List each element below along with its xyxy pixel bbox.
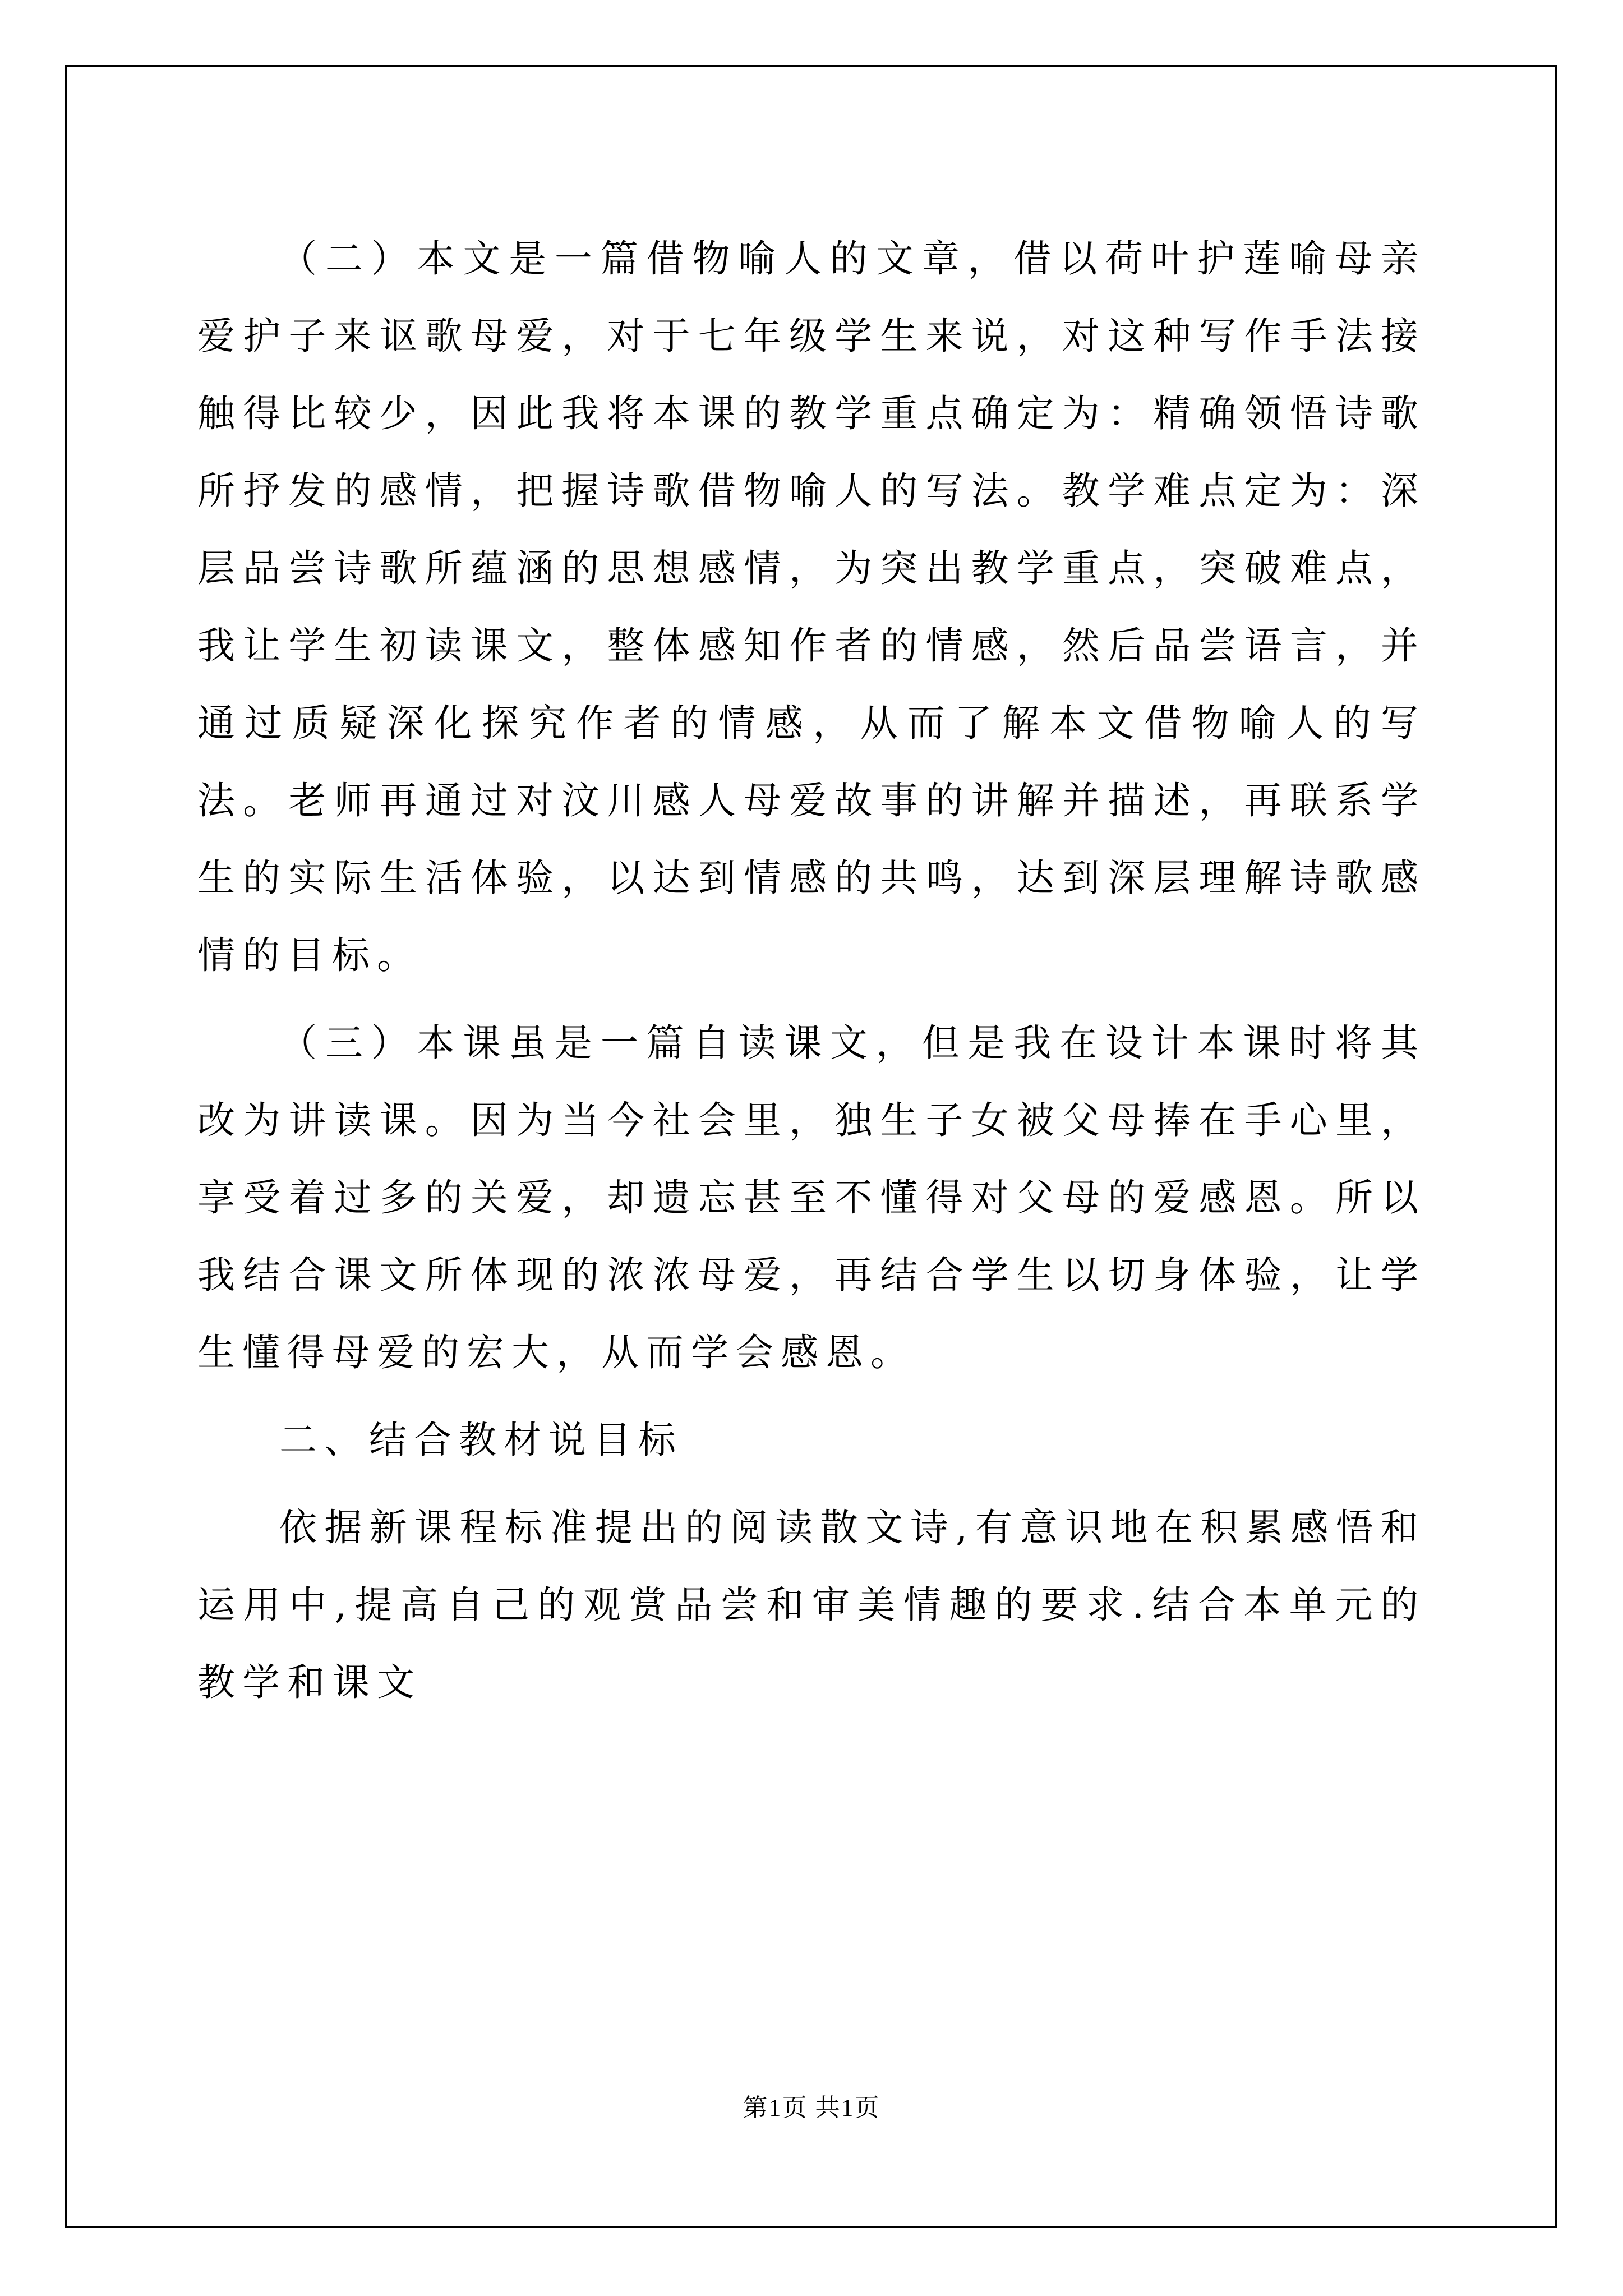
document-body <box>197 220 1426 1721</box>
page-footer: 第1页 共1页 <box>743 2094 880 2122</box>
section-heading: 二、结合教材说目标 <box>279 1418 683 1462</box>
paragraph-objectives: 依据新课程标准提出的阅读散文诗,有意识地在积累感悟和运用中,提高自己的观赏品尝和审美情趣的要求.结合本单元的教学和课文 <box>197 1506 1426 1704</box>
paragraph-three: （三）本课虽是一篇自读课文，但是我在设计本课时将其改为讲读课。因为当今社会里，独生子女被父母捧在手心里，享受着过多的关爱，却遗忘甚至不懂得对父母的爱感恩。所以我结合课文所体现的浓浓母爱，再结合学生以切身体验，让学生懂得母爱的宏大，从而学会感恩。 <box>197 1021 1426 1374</box>
paragraph-two: （二）本文是一篇借物喻人的文章，借以荷叶护莲喻母亲爱护子来讴歌母爱，对于七年级学生来说，对这种写作手法接触得比较少，因此我将本课的教学重点确定为：精确领悟诗歌所抒发的感情，把握诗歌借物喻人的写法。教学难点定为：深层品尝诗歌所蕴涵的思想感情，为突出教学重点，突破难点，我让学生初读课文，整体感知作者的情感，然后品尝语言，并通过质疑深化探究作者的情感，从而了解本文借物喻人的写法。老师再通过对汶川感人母爱故事的讲解并描述，再联系学生的实际生活体验，以达到情感的共鸣，达到深层理解诗歌感情的目标。 <box>197 237 1426 977</box>
